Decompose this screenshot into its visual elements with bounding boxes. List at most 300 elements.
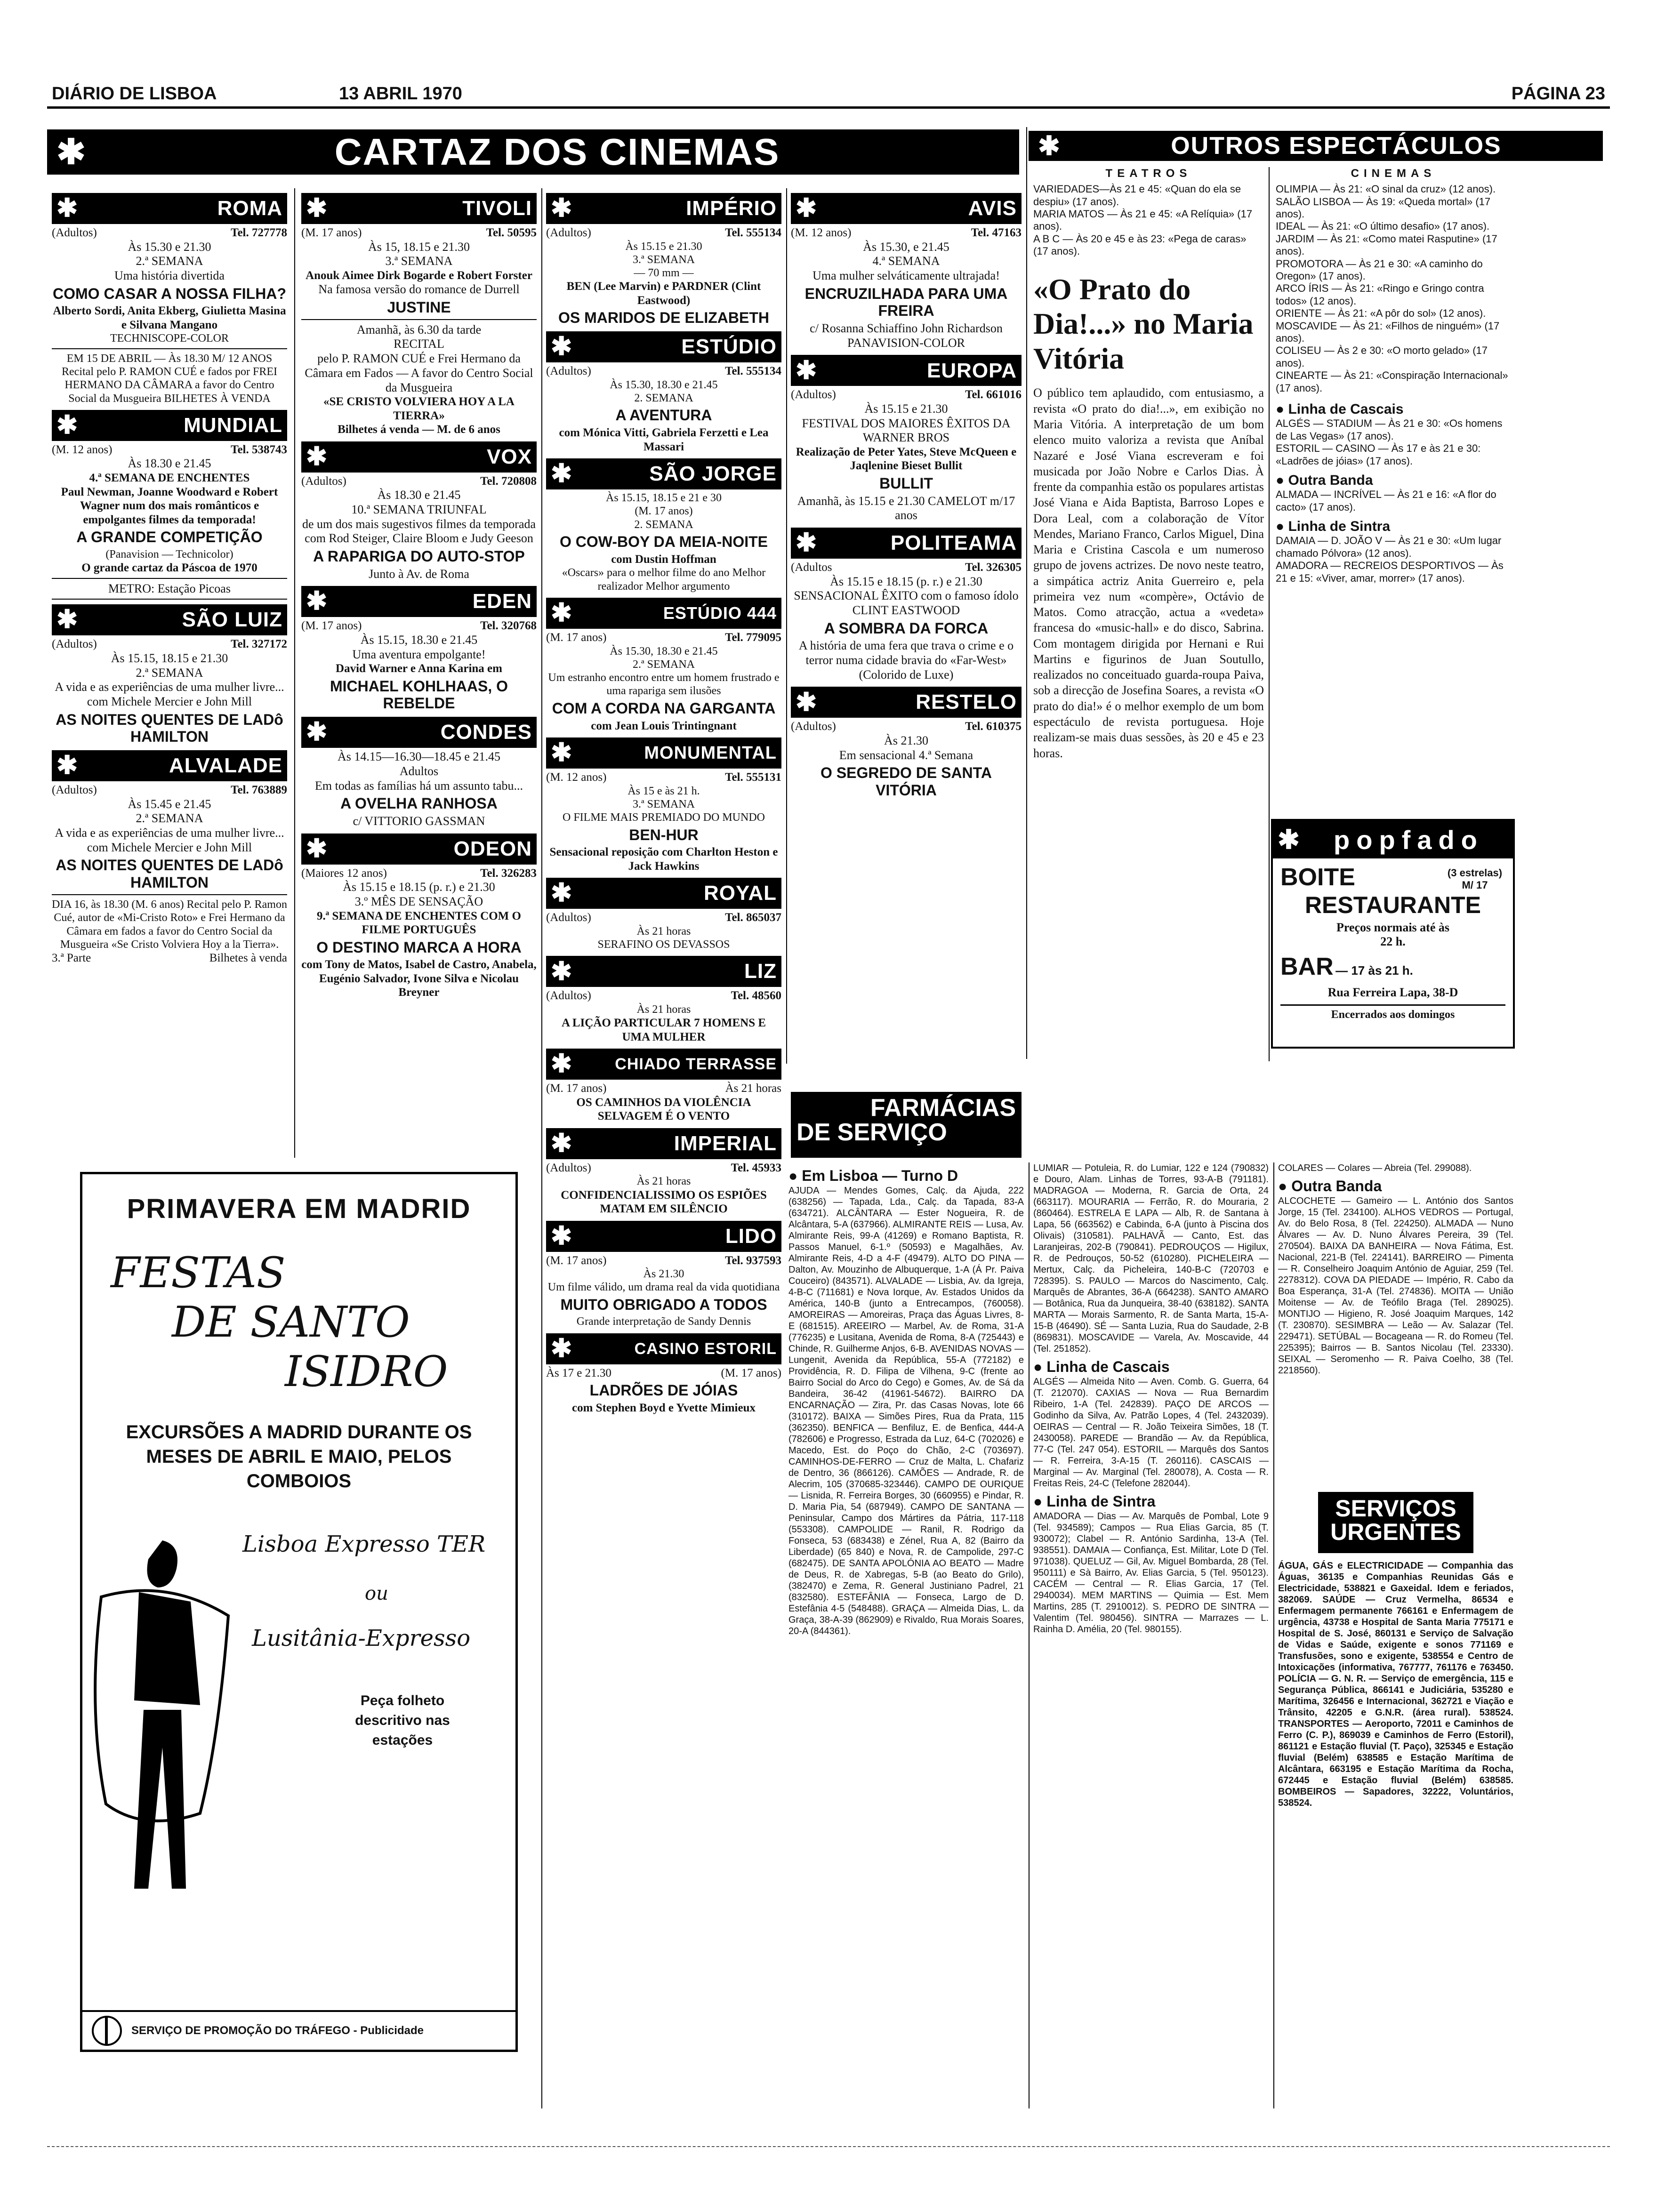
pharmacy-list: ALCOCHETE — Gameiro — L. António dos Santos Jorge, 15 (Tel. 234100). ALHOS VEDROS — Portugal, Av. do Belo Rosa, 8 (Tel. 224250). ALMADA — Nuno Álvares — Av. D. Nuno Álvares Pereira, 39 (Tel. 270504). BAIXA DA BANHEIRA — Nova Fátima, Est. Nacional, 221-B (Tel. 224141). BARREIRO — Pimenta — R. Conselheiro Joaquim António de Aguiar, 259 (Tel. 2278312). COVA DA PIEDADE — Império, R. Cabo da Boa Esperança, 31-A (Tel. 274836). MOITA — União Moitense — Av. de Teófilo Braga (Tel. 289025). MONTIJO — Higieno, R. José Joaquim Marques, 142 (T. 230870). SESIMBRA — Leão — Av. Salazar (Tel. 229471). SETÚBAL — Bocageana — R. do Romeu (Tel. 225395); Bairros — B. Santos Nicolau (Tel. 23330). SEIXAL — Seromenho — R. Paiva Coelho, 38 (Tel. 2218560). — [1278, 1195, 1513, 1376]
phone: Tel. 327172 — [231, 638, 287, 651]
showtimes: Às 15.15, 18.15 e 21.30 — [111, 651, 228, 665]
week: 4.ª SEMANA DE ENCHENTES — [89, 472, 250, 485]
promo-script: DE SANTO — [172, 1298, 410, 1347]
age-rating: (Adultos) — [52, 784, 97, 797]
asterisk-icon: ✱ — [796, 194, 817, 223]
film-title: COMO CASAR A NOSSA FILHA? — [53, 285, 286, 302]
cinema-name: ESTÚDIO — [681, 335, 777, 359]
cinema-header — [546, 598, 781, 629]
tagline: Uma mulher selváticamente ultrajada! — [812, 268, 1000, 282]
promo-script: FESTAS — [111, 1248, 286, 1298]
age-rating: (Adultos) — [791, 388, 836, 401]
promo-footer: SERVIÇO DE PROMOÇÃO DO TRÁFEGO - Publicidade — [131, 2024, 424, 2037]
cinema-name: CASINO ESTORIL — [634, 1339, 777, 1358]
cinema-header — [791, 528, 1022, 559]
tagline: Um filme válido, um drama real da vida quotidiana — [547, 1281, 780, 1294]
showtimes: Às 18.30 e 21.45 — [128, 457, 211, 471]
cinema-name: ALVALADE — [169, 754, 282, 777]
cinema-header — [52, 193, 287, 224]
week: SENSACIONAL ÊXITO com o famoso ídolo CLINT EASTWOOD — [794, 589, 1019, 617]
phone: Tel. 50595 — [486, 226, 537, 239]
cast: com Mónica Vitti, Gabriela Ferzetti e Lea Massari — [559, 426, 769, 453]
cast: com Tony de Matos, Isabel de Castro, Anabela, Eugénio Salvador, Ivone Silva e Nicolau Breyner — [301, 958, 537, 999]
cinema-estudio-444 — [546, 598, 781, 733]
farmacias-column-1 — [788, 1167, 1024, 1637]
phone: Tel. 720808 — [480, 474, 537, 488]
phone: Tel. 727778 — [231, 226, 287, 239]
asterisk-icon: ✱ — [306, 194, 328, 223]
extra-info: Junto à Av. de Roma — [369, 567, 469, 581]
film-title: AS NOITES QUENTES DE LADô HAMILTON — [56, 711, 283, 745]
film-title: O SEGREDO DE SANTA VITÓRIA — [820, 764, 992, 799]
cinema-name: CONDES — [440, 721, 532, 744]
film-title: COM A CORDA NA GARGANTA — [552, 699, 776, 717]
cast: com Michele Mercier e John Mill — [87, 840, 252, 854]
age-rating: (M. 17 anos) — [301, 226, 362, 239]
phone: Tel. 937593 — [725, 1254, 781, 1267]
column-divider — [786, 188, 787, 1064]
age-rating: (M. 17 anos) — [301, 619, 362, 633]
cinema-name: ROYAL — [704, 882, 777, 905]
column-divider — [1273, 1162, 1274, 2108]
showtimes: Às 15.30, e 21.45 — [863, 240, 949, 254]
column-3 — [546, 193, 781, 1420]
tagline: A vida e as experiências de uma mulher livre... — [55, 680, 284, 694]
asterisk-icon: ✱ — [56, 751, 78, 780]
asterisk-icon: ✱ — [1038, 131, 1060, 160]
age-rating: (Maiores 12 anos) — [301, 866, 387, 880]
promo-note: Peça folheto descritivo nas estações — [355, 1693, 450, 1748]
servicos-column — [1278, 1560, 1513, 1809]
cinema-name: SÃO JORGE — [649, 462, 777, 486]
age-rating: (M. 12 anos) — [791, 226, 852, 239]
recital-title: RECITAL — [394, 337, 444, 351]
format: TECHNISCOPE-COLOR — [110, 332, 229, 345]
showtimes: Às 15.15 e 18.15 (p. r.) e 21.30 — [343, 880, 495, 894]
extra-info: Amanhã, às 6.30 da tarde — [356, 322, 482, 337]
showtimes: Às 21 horas — [725, 1082, 781, 1095]
cinema-header — [546, 1333, 781, 1364]
film-title: A SOMBRA DA FORCA — [824, 619, 989, 637]
metro-info: METRO: Estação Picoas — [108, 581, 231, 595]
cinema-header — [791, 687, 1022, 718]
film-title: ENCRUZILHADA PARA UMA FREIRA — [804, 285, 1008, 320]
week: 2.ª SEMANA — [136, 665, 203, 680]
cinema-header — [546, 956, 781, 987]
cinema-name: LIDO — [725, 1224, 777, 1248]
cinema-header — [301, 586, 537, 617]
showtimes: Às 21.30 — [643, 1268, 684, 1281]
film-title: O COW-BOY DA MEIA-NOITE — [559, 533, 768, 551]
phone: Tel. 555134 — [725, 365, 781, 378]
asterisk-icon: ✱ — [551, 1050, 572, 1078]
extra-info: Amanhã, às 15.15 e 21.30 CAMELOT m/17 anos — [797, 494, 1015, 522]
showtimes: Às 21 horas — [636, 925, 691, 938]
cinema-name: TIVOLI — [462, 197, 532, 220]
asterisk-icon: ✱ — [551, 1221, 572, 1250]
outra-banda-heading: ● Outra Banda — [1276, 472, 1373, 488]
outra-banda-item: ALMADA — INCRÍVEL — Às 21 e 16: «A flor do cacto» (17 anos). — [1276, 489, 1496, 513]
cinema-europa — [791, 355, 1022, 523]
cinema-name: EDEN — [472, 590, 532, 613]
pharmacy-list: ALGÉS — Almeida Nito — Aven. Comb. G. Guerra, 64 (T. 212070). CAXIAS — Nova — Rua Bernardim Ribeiro, 1-A (Tel. 242839). PAÇO DE ARCOS — Godinho da Silva, Av. Patrão Lopes, 4 (Tel. 2432039). OEIRAS — Central — R. João Teixeira Simões, 18 (T. 2430058). PAREDE — Brandão — Av. da República, 77-C (Tel. 247 054). ESTORIL — Marquês dos Santos — R. Ferreira, 3-A-15 (T. 260116). CASCAIS — Marginal — Av. Marginal (Tel. 280078), A. Costa — R. Freitas Reis, 24-C (Telefone 282044). — [1033, 1376, 1269, 1489]
bar-hours: — 17 às 21 h. — [1335, 963, 1413, 978]
farmacias-title: FARMÁCIAS — [870, 1094, 1016, 1122]
showtimes: Às 15.45 e 21.45 — [128, 797, 211, 811]
cinema-roma — [52, 193, 287, 405]
film-title: A GRANDE COMPETIÇÃO — [76, 529, 263, 546]
age-rating: (Adultos) — [301, 474, 346, 488]
tagline: Uma aventura empolgante! — [352, 647, 486, 661]
pharmacy-list: COLARES — Colares — Abreia (Tel. 299088). — [1278, 1163, 1472, 1173]
film-title: LADRÕES DE JÓIAS — [589, 1382, 738, 1399]
extra-info: DIA 16, às 18.30 (M. 6 anos) Recital pelo P. Ramon Cué, autor de «Mi-Cristo Roto» e Frei Hermano da Câmara em fados a favor do Centro Social da Musgueira «Se Cristo Volviera Hoy a la Tierra». — [52, 898, 287, 951]
format: — 70 mm — — [634, 267, 694, 280]
extra-info: «Oscars» para o melhor filme do ano Melhor realizador Melhor argumento — [562, 567, 766, 593]
age-rating: (Adultos) — [52, 638, 97, 651]
cinema-header — [546, 331, 781, 362]
part: 3.ª Parte — [52, 952, 91, 965]
showtimes: Às 15.30, 18.30 e 21.45 — [610, 645, 718, 657]
cinemas-list — [1276, 183, 1511, 394]
tickets: Bilhetes á venda — M. de 6 anos — [338, 423, 500, 436]
cinema-royal — [546, 878, 781, 951]
cast: com Michele Mercier e John Mill — [87, 694, 252, 708]
film-title: O DESTINO MARCA A HORA — [316, 938, 522, 956]
tagline: de um dos mais sugestivos filmes da temporada com Rod Steiger, Claire Bloom e Judy Geeson — [302, 517, 536, 545]
prices-note: Preços normais até às 22 h. — [1336, 921, 1449, 948]
cinemas-banner — [47, 129, 1019, 175]
cinema-item: ARCO ÍRIS — Às 21: «Ringo e Gringo contra todos» (12 anos). — [1276, 282, 1484, 307]
tagline: A vida e as experiências de uma mulher livre... — [55, 825, 284, 840]
cinema-vox — [301, 441, 537, 582]
phone: Tel. 538743 — [231, 443, 287, 456]
cinema-name: MUNDIAL — [184, 413, 282, 437]
column-divider — [541, 188, 542, 2108]
age-rating: (Adultos — [791, 561, 832, 574]
age-rating: (Adultos) — [546, 226, 591, 239]
week: 3.ª SEMANA — [633, 253, 695, 266]
page-number: PÁGINA 23 — [1511, 84, 1605, 104]
showtimes: Às 15.15 e 21.30 — [864, 401, 948, 416]
phone: Tel. 555134 — [725, 226, 781, 239]
showtimes: Às 15.15 e 21.30 — [625, 240, 702, 253]
cast: Grande interpretação de Sandy Dennis — [576, 1315, 751, 1328]
column-divider — [1026, 127, 1027, 1059]
promo-or: ou — [365, 1583, 388, 1604]
film-title: OS MARIDOS DE ELIZABETH — [558, 309, 769, 327]
cascais-item: ALGÉS — STADIUM — Às 21 e 30: «Os homens de Las Vegas» (17 anos). — [1276, 417, 1503, 442]
sintra-pharmacy-heading: ● Linha de Sintra — [1033, 1492, 1156, 1510]
cinema-name: POLITEAMA — [890, 531, 1017, 555]
teatro-item: A B C — Às 20 e 45 e às 23: «Pega de caras» (17 anos). — [1033, 232, 1247, 257]
cinema-header — [546, 458, 781, 489]
column-divider — [1269, 167, 1270, 1061]
cinema-item: SALÃO LISBOA — Às 19: «Queda mortal» (17 anos). — [1276, 195, 1491, 220]
railway-logo-icon — [92, 2016, 122, 2046]
phone: Tel. 555131 — [725, 771, 781, 784]
format: (Panavision — Technicolor) — [105, 548, 233, 561]
film-title: MUITO OBRIGADO A TODOS — [560, 1296, 767, 1313]
cascais-pharmacy-heading: ● Linha de Cascais — [1033, 1358, 1170, 1375]
phone: Tel. 661016 — [965, 388, 1022, 401]
cinema-name: RESTELO — [916, 690, 1017, 714]
pharmacy-list: LUMIAR — Potuleia, R. do Lumiar, 122 e 124 (790832) e Douro, Alam. Linhas de Torres, 93-A-B (791181). MADRAGOA — Moderna, R. Garcia de Orta, 24 (663117). MOURARIA — Ferrão, R. do Mouraria, 2 (860464). ESTRELA E LAPA — Alb, R. de Santana à Lapa, 56 (663562) e Cabinda, 6-A (junto à Piscina dos Olivais) (310581). PALHAVÃ — Canto, Est. das Laranjeiras, 202-B (790841). PEDROUÇOS — Higilux, R. de Pedrouços, 50-52 (610280). PICHELEIRA — Mertux, Calç. da Picheleira, 140-B-C (720703 e 728395). S. PAULO — Marcos do Nascimento, Calç. Marquês de Abrantes, 36-A (664238). SANTO AMARO — Botânica, Rua da Junqueira, 38-40 (638182). SANTA MARTA — Morais Sarmento, R. de Santa Marta, 15-A-15-B (46490). SÉ — Santa Luzia, Rua do Saudade, 2-B (869831). MOSCAVIDE — Varela, Av. Moscavide, 44 (Tel. 251852). — [1033, 1163, 1269, 1354]
showtimes: Às 15.15, 18.15 e 21 e 30 — [606, 492, 722, 505]
cinema-restelo — [791, 687, 1022, 799]
phone: Tel. 865037 — [725, 911, 781, 924]
teatro-item: VARIEDADES—Às 21 e 45: «Quan do ela se despiu» (17 anos). — [1033, 183, 1241, 208]
matador-illustration — [92, 1522, 233, 1907]
cinemas-heading: CINEMAS — [1351, 167, 1436, 180]
age-rating: (Adultos) — [52, 226, 97, 239]
film-title: BEN-HUR — [629, 826, 699, 843]
teatro-item: MARIA MATOS — Às 21 e 45: «A Relíquia» (17 anos). — [1033, 208, 1253, 232]
tagline: Uma história divertida — [114, 268, 225, 282]
cast: c/ VITTORIO GASSMAN — [353, 814, 485, 828]
asterisk-icon: ✱ — [56, 132, 86, 171]
cast: com Dustin Hoffman — [611, 553, 716, 566]
cinema-item: CINEARTE — Às 21: «Conspiração Internacional» (17 anos). — [1276, 369, 1508, 394]
asterisk-icon: ✱ — [551, 1129, 572, 1157]
cinema-monumental — [546, 737, 781, 873]
phone: Tel. 45933 — [731, 1161, 781, 1174]
cinema-condes — [301, 717, 537, 828]
cinema-name: AVIS — [968, 197, 1017, 220]
sintra-item: AMADORA — RECREIOS DESPORTIVOS — Às 21 e 15: «Viver, amar, morrer» (17 anos). — [1276, 560, 1504, 584]
cast: Paul Newman, Joanne Woodward e Robert Wagner num dos mais românticos e empolgantes filmes da temporada! — [61, 485, 278, 526]
article-body: O público tem aplaudido, com entusiasmo, a revista «O prato do dia!...», em exibição no Maria Vitória. A interpretação de um bom elenco muito valoriza a revista que Aníbal Nazaré e José Viana escreveram e foi musicada por João Nobre e Carlos Dias. À frente da companhia estão os populares artistas José Viana e Aida Baptista, Barroso Lopes e Dora Leal, com a colaboração de Vítor Mendes, Mariano Franco, Carlos Miguel, Dina Maria e Cristina Cascola e um numeroso grupo de jovens actrizes. De novo neste teatro, a simpática actriz Anita Guerreiro e, pela primeira vez num «compère», Octávio de Matos. Como atracção, actua a «vedeta» francesa do «music-hall» e do disco, Sabrina. Com montagem dirigida por Hernani e Rui Martins e figurinos de Juan Soutullo, realizados no conceituado guarda-roupa Paiva, sob a direcção de Josefina Soares, a revista «O prato do dia!» é o melhor exemplo de um bom espectáculo de revista portuguesa. Hoje realizam-se mais duas sessões, às 20 e 45 e 23 horas. — [1033, 386, 1264, 760]
tagline: Em todas as famílias há um assunto tabu... — [315, 778, 523, 793]
cinema-header — [52, 410, 287, 441]
week: 10.ª SEMANA TRIUNFAL — [351, 502, 487, 516]
phone: Tel. 320768 — [480, 619, 537, 633]
phone: Tel. 779095 — [725, 631, 781, 644]
newspaper-name: DIÁRIO DE LISBOA — [52, 84, 217, 104]
extra-info: 9.ª SEMANA DE ENCHENTES COM O FILME PORTUGUÊS — [317, 909, 521, 937]
film-title: MICHAEL KOHLHAAS, O REBELDE — [330, 677, 508, 712]
cinema-item: OLIMPIA — Às 21: «O sinal da cruz» (12 anos). — [1276, 183, 1496, 195]
cinema-name: MONUMENTAL — [644, 743, 777, 763]
week: 2.ª SEMANA — [633, 658, 695, 671]
film-title: OS CAMINHOS DA VIOLÊNCIA — [576, 1096, 751, 1109]
cinema-imperial — [546, 1128, 781, 1216]
cinema-imperio — [546, 193, 781, 327]
teatros-heading: TEATROS — [1105, 167, 1192, 180]
promo-script: ISIDRO — [285, 1347, 448, 1396]
outra-banda-pharmacy-heading: ● Outra Banda — [1278, 1178, 1382, 1194]
asterisk-icon: ✱ — [796, 356, 817, 385]
asterisk-icon: ✱ — [56, 605, 78, 634]
cinema-name: IMPERIAL — [674, 1131, 777, 1155]
cast: David Warner e Anna Karina em — [336, 662, 502, 675]
phone: Tel. 326283 — [480, 866, 537, 880]
tagline: A história de uma fera que trava o crime e o terror numa cidade bravia do «Far-West» (Colorido de Luxe) — [798, 639, 1014, 681]
showtimes: Às 17 e 21.30 — [546, 1366, 611, 1379]
age-rating: (Adultos) — [546, 989, 591, 1002]
showtimes: Às 15 e às 21 h. — [627, 785, 700, 797]
recital-by: pelo P. RAMON CUÉ e Frei Hermano da Câmara em Fados — A favor do Centro Social da Musgueira — [305, 352, 533, 394]
sintra-item: DAMAIA — D. JOÃO V — Às 21 e 30: «Um lugar chamado Pólvora» (12 anos). — [1276, 535, 1502, 559]
age-rating: Adultos — [399, 764, 439, 778]
outros-title: OUTROS ESPECTÁCULOS — [1171, 132, 1502, 160]
film-title: A RAPARIGA DO AUTO-STOP — [313, 547, 525, 565]
age-rating: (M. 17 anos) — [546, 1254, 607, 1267]
train-name: Lusitânia-Expresso — [252, 1625, 471, 1651]
cinema-header — [301, 441, 537, 473]
cinema-header — [546, 878, 781, 909]
cinema-header — [546, 193, 781, 224]
cast: Realização de Peter Yates, Steve McQueen e Jaqlenine Bieset Bullit — [796, 445, 1017, 473]
cinema-estudio — [546, 331, 781, 454]
sintra-heading: ● Linha de Sintra — [1276, 519, 1391, 535]
outros-banner — [1029, 131, 1603, 161]
cast: c/ Rosanna Schiaffino John Richardson — [810, 321, 1003, 336]
asterisk-icon: ✱ — [551, 957, 572, 986]
cinema-item: JARDIM — Às 21: «Como matei Rasputine» (17 anos). — [1276, 232, 1497, 257]
cinema-name: EUROPA — [927, 359, 1017, 382]
column-2 — [301, 193, 537, 1004]
farmacias-column-2 — [1033, 1162, 1269, 1635]
popfado-title: popfado — [1334, 825, 1484, 855]
farmacias-banner — [791, 1092, 1022, 1158]
film-title: CONFIDENCIALISSIMO OS ESPIÕES MATAM EM SILÊNCIO — [561, 1188, 767, 1216]
popfado-ad — [1271, 819, 1515, 1049]
recital-work: «SE CRISTO VOLVIERA HOY A LA TIERRA» — [323, 395, 515, 422]
age-rating: (M. 17 anos) — [546, 1082, 607, 1095]
phone: Tel. 326305 — [965, 561, 1022, 574]
showtimes: Às 15.30, 18.30 e 21.45 — [610, 378, 718, 391]
age-rating: (Adultos) — [546, 365, 591, 378]
cast: Sensacional reposição com Charlton Heston e Jack Hawkins — [549, 846, 778, 873]
asterisk-icon: ✱ — [796, 688, 817, 716]
asterisk-icon: ✱ — [56, 411, 78, 440]
teatros-list — [1033, 183, 1264, 257]
film-title: BULLIT — [879, 474, 933, 492]
cinema-header — [546, 1049, 781, 1080]
cinema-sao-luiz — [52, 604, 287, 745]
tickets: Bilhetes à venda — [209, 952, 287, 965]
film-title: AS NOITES QUENTES DE LADô HAMILTON — [56, 857, 283, 891]
servicos-banner — [1318, 1492, 1473, 1553]
pharmacy-list: AJUDA — Mendes Gomes, Calç. da Ajuda, 222 (638256) — Tapada, Lda., Calç. da Tapada, 83-A (634721). ALCÂNTARA — Ester Nogueira, R. de Alcântara, 5-A (637966). ALMIRANTE REIS — Lusa, Av. Almirante Reis, 99-A (41269) e Romano Baptista, R. Passos Manuel, 6-1.º (50593) e Magalhães, Av. Almirante Reis, 4-D a 4-F (49479). ALTO DO PINA — Dalton, Av. Mouzinho de Albuquerque, 1-A (Á Pr. Paiva Couceiro) (843571). ALVALADE — Lisbia, Av. da Igreja, 4-B-C (711681) e Nova Iorque, Av. Estados Unidos da América, 140-B (junto a Entrecampos, (760058). AMOREIRAS — Amoreiras, Praça das Águas Livres, 8-E (681515). AREEIRO — Marbel, Av. de Roma, 31-A (776235) e Lusitana, Avenida de Roma, 8-A (725443) e Chinde, R. Guilherme Anjos, 6-B. AVENIDAS NOVAS — Lungenit, Avenida da República, 55-A (772182) e Providência, R. D. Filipa de Vilhena, 9-C (frente ao Bairro Social do Arco do Cego) e Gomes, Av. de Sá da Bandeira, 36-42 (41961-54672). BAIRRO DA ENCARNAÇÃO — Zira, Pr. das Casas Novas, lote 66 (310172). BAIXA — Simões Pires, Rua da Prata, 115 (362350). BENFICA — Benfiluz, E. de Benfica, 444-A (782606) e Progresso, Estrada da Luz, 64-C (702026) e Macedo, Est. do Poço do Chão, 2-C (703697). CAMINHOS-DE-FERRO — Cruz de Malta, L. Chafariz de Dentro, 36 (866126). CAMÕES — Andrade, R. de Alecrim, 105 (370685-323446). CAMPO DE OURIQUE — Lisnida, R. Ferreira Borges, 30 (660955) e Pindar, R. D. Maria Pia, 54 (687949). CAMPO DE SANTANA — Peninsular, Campo dos Mártires da Pátria, 117-118 (553308). CAMPOLIDE — Ranil, R. Rodrigo da Fonseca, 53 (683438) e Zénel, Rua A, 82 (Bairro da Liberdade) (65 840) e Nova, R. de Campolide, 297-C (682475). DE SANTA APOLÓNIA AO BEATO — Madre de Deus, R. de Xabregas, 5-B (ao Beato do Grilo), (382470) e Zema, R. General Justiniano Padrel, 21 (832580). ESTEFÂNIA — Fonseca, Largo de D. Estefânia 4-5 (548488). GRAÇA — Almeida Dias, L. da Graça, 38-A-39 (862909) e Rivaldo, Rua Morais Soares, 20-A (844361). — [788, 1185, 1024, 1636]
farmacias-column-3 — [1278, 1162, 1513, 1376]
cinema-header — [301, 717, 537, 748]
week: 2.ª SEMANA — [136, 811, 203, 825]
asterisk-icon: ✱ — [551, 194, 572, 223]
cinema-header — [546, 737, 781, 769]
showtimes: Às 15.30 e 21.30 — [128, 240, 211, 254]
article-title: «O Prato do Dia!...» no Maria Vitória — [1033, 272, 1254, 375]
extra-info: O grande cartaz da Páscoa de 1970 — [81, 561, 257, 575]
asterisk-icon: ✱ — [306, 718, 328, 746]
format: PANAVISION-COLOR — [847, 336, 965, 350]
asterisk-icon: ✱ — [551, 738, 572, 767]
issue-date: 13 ABRIL 1970 — [339, 84, 462, 104]
promo-title: PRIMAVERA EM MADRID — [127, 1194, 471, 1224]
tagline: O FILME MAIS PREMIADO DO MUNDO — [562, 811, 765, 824]
film-title: JUSTINE — [387, 299, 451, 316]
week: 4.ª SEMANA — [872, 254, 940, 268]
cinema-name: ODEON — [453, 837, 532, 860]
cinemas-column — [1276, 167, 1511, 585]
cinema-item: COLISEU — Às 2 e 30: «O morto gelado» (17 anos). — [1276, 345, 1488, 369]
cinema-alvalade — [52, 750, 287, 965]
cast: BEN (Lee Marvin) e PARDNER (Clint Eastwood) — [566, 280, 761, 307]
cascais-item: ESTORIL — CASINO — Às 17 e às 21 e 30: «Ladrões de jóias» (17 anos). — [1276, 442, 1481, 467]
week: 2.ª SEMANA — [136, 254, 203, 268]
cinema-sao-jorge — [546, 458, 781, 593]
phone: Tel. 763889 — [231, 784, 287, 797]
age-rating: (M. 17 anos) — [721, 1366, 781, 1379]
column-1 — [52, 193, 287, 970]
week: 3.º MÊS DE SENSAÇÃO — [354, 894, 483, 908]
week: Em sensacional 4.ª Semana — [839, 748, 973, 762]
age-rating: (Adultos) — [546, 911, 591, 924]
cinema-name: ESTÚDIO 444 — [663, 603, 777, 623]
cast: com Jean Louis Trintingnant — [591, 719, 737, 732]
age-rating: (Adultos) — [791, 720, 836, 733]
asterisk-icon: ✱ — [551, 1334, 572, 1362]
tagline: FESTIVAL DOS MAIORES ÊXITOS DA WARNER BROS — [802, 416, 1011, 445]
cinema-item: PROMOTORA — Às 21 e 30: «A caminho do Oregon» (17 anos). — [1276, 257, 1483, 282]
asterisk-icon: ✱ — [551, 879, 572, 907]
asterisk-icon: ✱ — [551, 332, 572, 361]
servicos-list: ÁGUA, GÁS e ELECTRICIDADE — Companhia das Águas, 36135 e Companhias Reunidas Gás e Electricidade, 538821 e Gaxeidal. Idem e feriados, 382069. SAÚDE — Cruz Vermelha, 86534 e Enfermagem permanente 766161 e Enfermagem de urgência, 43738 e Hospital de Santa Maria 775171 e Hospital de S. José, 860131 e Serviço de Salvação de Vidas e Saúde, exigente e sonos 771169 e Transfusões, sono e exigente, 538554 e Centro de Intoxicações (informativa, 767777, 761176 e 763450. POLÍCIA — G. N. R. — Serviço de emergência, 115 e Segurança Pública, 866141 e Judiciária, 535280 e Marítima, 326456 e Internacional, 362721 e Viação e Trânsito, 42205 e G.N.R. (área rural). 538524. TRANSPORTES — Aeroporto, 72011 e Caminhos de Ferro (C. P.), 869039 e Caminhos de Ferro (Estoril), 861121 e Estação fluvial (T. Paço), 325345 e Estação fluvial (Belém) 638585 e Estação Marítima de Alcântara, 663195 e Estação Marítima da Rocha, 672445 e Estação fluvial (Belém) 638585. BOMBEIROS — Sapadores, 32222, Voluntários, 538524. — [1278, 1561, 1513, 1808]
pharmacy-list: AMADORA — Dias — Av. Marquês de Pombal, Lote 9 (Tel. 934589); Campos — Rua Elias Garcia, 85 (T. 930072); Clabel — R. António Sardinha, 13-A (Tel. 938551). DAMAIA — Confiança, Est. Militar, Lote D (Tel. 971038). QUELUZ — Gil, Av. Miguel Bombarda, 28 (Tel. 950111) e Sà Bairro, Av. Elias Garcia, 5 (Tel. 950123). CACÉM — Central — R. Elias Garcia, 17 (Tel. 2940034). MEM MARTINS — Quimia — Est. Mem Martins, 285 (T. 2910012). S. PEDRO DE SINTRA — Valentim (Tel. 980456). SINTRA — Marrazes — L. Rainha D. Amélia, 20 (Tel. 980155). — [1033, 1511, 1269, 1635]
cinema-name: IMPÉRIO — [686, 197, 777, 220]
column-divider — [294, 188, 295, 1158]
asterisk-icon: ✱ — [551, 599, 572, 627]
showtimes: Às 15.15, 18.30 e 21.45 — [360, 633, 478, 647]
asterisk-icon: ✱ — [306, 442, 328, 471]
cinema-casino-estoril — [546, 1333, 781, 1415]
cinema-name: SÃO LUIZ — [182, 608, 282, 632]
lisboa-heading: ● Em Lisboa — Turno D — [788, 1167, 958, 1184]
showtimes: Às 18.30 e 21.45 — [377, 488, 461, 502]
tagline: Um estranho encontro entre um homem frustrado e uma rapariga sem ilusões — [548, 672, 780, 697]
cast: Alberto Sordi, Anita Ekberg, Giulietta Masina e Silvana Mangano — [53, 305, 286, 331]
extra-info: SELVAGEM É O VENTO — [597, 1110, 730, 1123]
phone: Tel. 48560 — [731, 989, 781, 1002]
age-rating: (M. 12 anos) — [52, 443, 113, 456]
page-header — [52, 84, 1605, 104]
extra-info: EM 15 DE ABRIL — Às 18.30 M/ 12 ANOS Recital pelo P. RAMON CUÉ e fados por FREI HERMANO DA CÂMARA a favor do Centro Social da Musgueira BILHETES À VENDA — [62, 352, 277, 405]
film-title: A OVELHA RANHOSA — [340, 795, 498, 812]
cinema-header — [791, 193, 1022, 224]
week: 2. SEMANA — [634, 518, 693, 531]
bottom-rule — [47, 2146, 1610, 2148]
age-rating: (3 estrelas) M/ 17 — [1447, 867, 1503, 891]
boite-label: BOITE — [1280, 864, 1355, 891]
asterisk-icon: ✱ — [1278, 825, 1300, 854]
cinema-item: IDEAL — Às 21: «O último desafio» (17 anos). — [1276, 220, 1490, 232]
showtimes: Às 21 horas — [636, 1175, 691, 1188]
farmacias-subtitle: DE SERVIÇO — [796, 1119, 947, 1146]
week: 2. SEMANA — [634, 392, 693, 405]
cinema-header — [301, 834, 537, 865]
restaurant-label: RESTAURANTE — [1304, 892, 1481, 918]
banner-title: CARTAZ DOS CINEMAS — [334, 131, 780, 173]
madrid-promo-ad — [80, 1172, 518, 2052]
cinema-header — [546, 1128, 781, 1159]
age-rating: (M. 17 anos) — [635, 505, 693, 518]
cinema-name: CHIADO TERRASSE — [615, 1055, 777, 1074]
showtimes: Às 21 horas — [636, 1003, 691, 1016]
cinema-odeon — [301, 834, 537, 1000]
servicos-title: SERVIÇOS — [1335, 1495, 1456, 1522]
cinema-item: ORIENTE — Às 21: «A pôr do sol» (12 anos). — [1276, 307, 1486, 320]
